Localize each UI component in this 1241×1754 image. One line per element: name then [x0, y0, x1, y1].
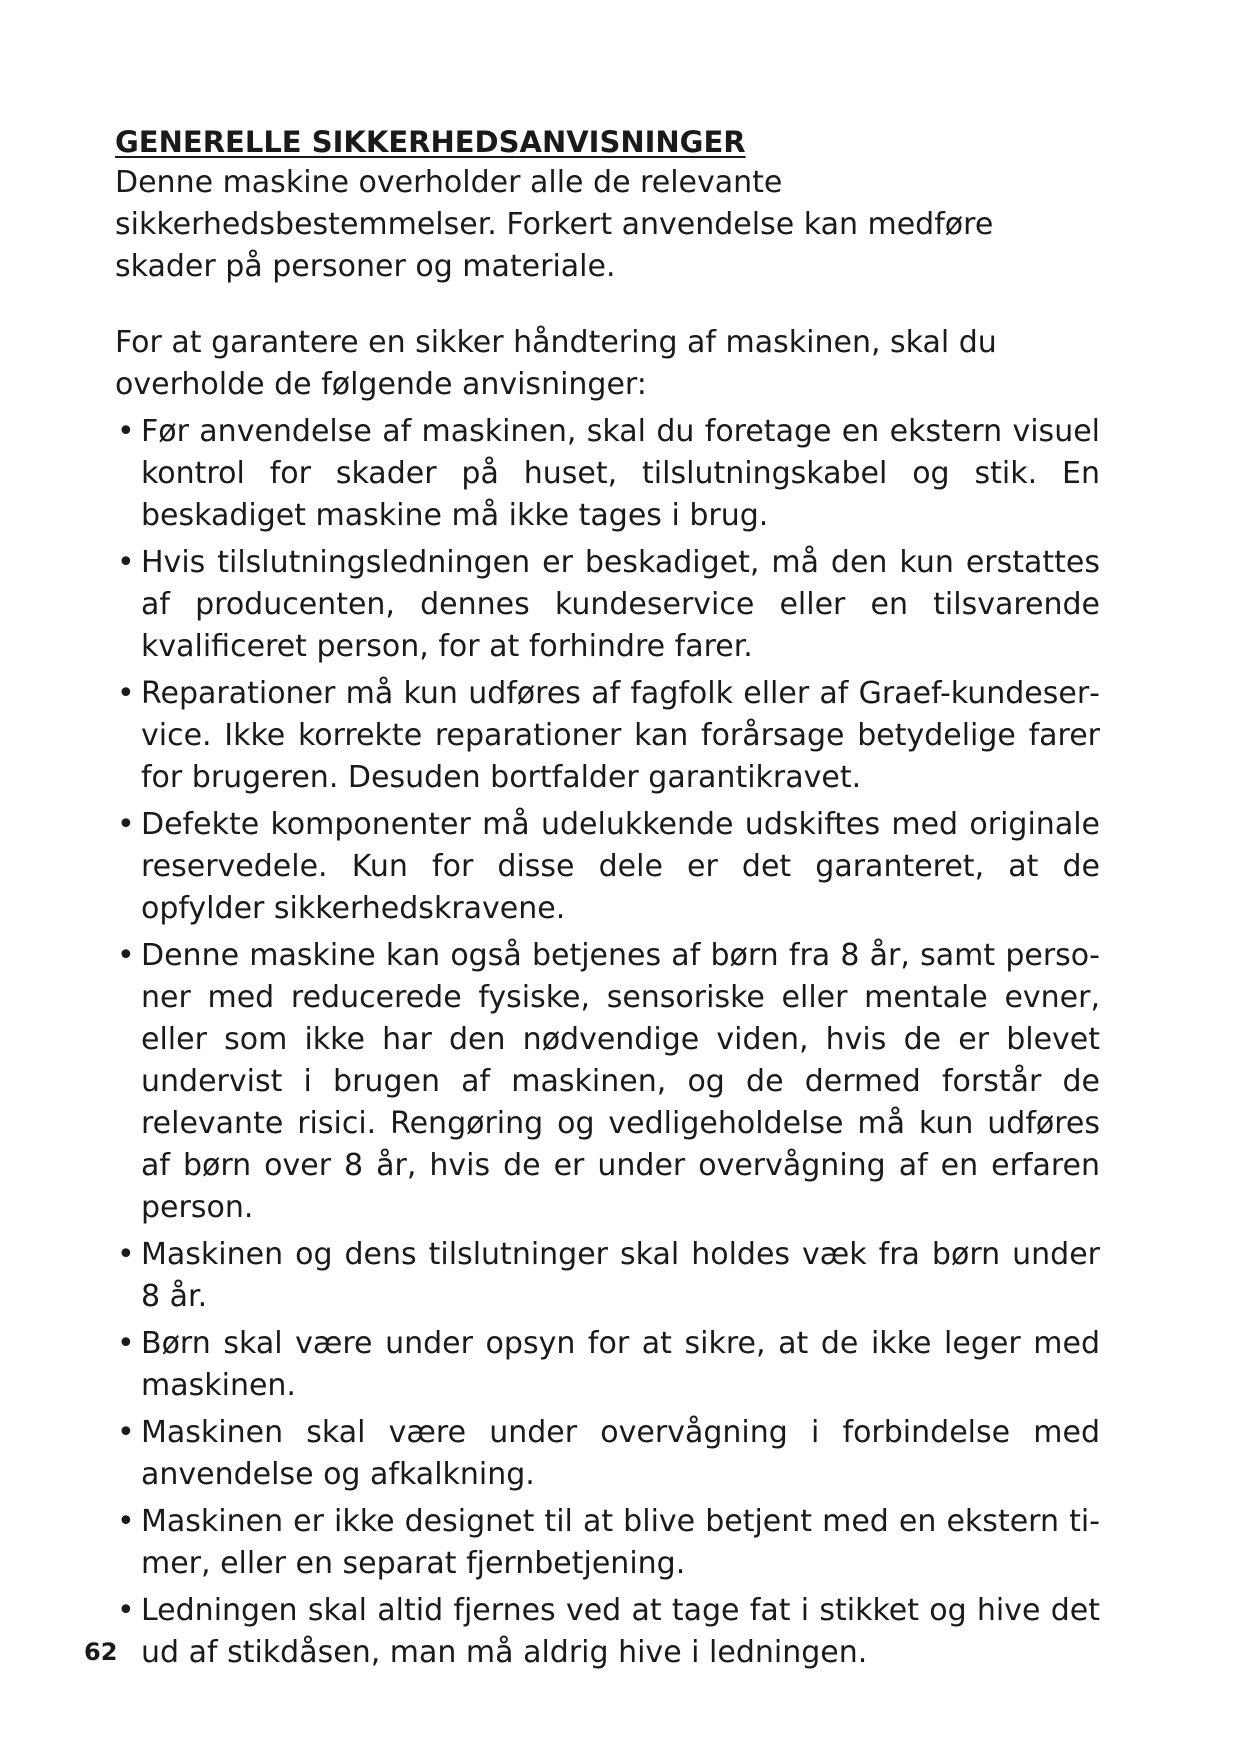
- list-item-text: Maskinen skal være under overvågning i forbindelse med anvendelse og afkalkning.: [141, 1415, 1100, 1492]
- list-item: [115, 1590, 1100, 1674]
- intro-paragraph: Denne maskine overholder alle de relevante sikkerhedsbestemmelser. Forkert anvendelse kan medføre skader på personer og materiale.: [115, 165, 994, 284]
- list-item-text: Før anvendelse af maskinen, skal du foretage en ekstern visuel kontrol for skader på huset, tilslutningskabel og stik. En beskadiget maskine må ikke tages i brug.: [141, 414, 1100, 533]
- page-number: 62: [84, 1638, 118, 1666]
- bullet-icon: •: [117, 1326, 135, 1361]
- list-item-text: Reparationer må kun udføres af fagfolk eller af Graef-kundeservice. Ikke korrekte reparationer kan forårsage betydelige farer for brugeren. Desuden bortfalder garantikravet.: [141, 676, 1100, 795]
- list-item-text: Hvis tilslutningsledningen er beskadiget, må den kun erstattes af producenten, dennes kundeservice eller en tilsvarende kvalificeret person, for at forhindre farer.: [141, 545, 1100, 664]
- bullet-icon: •: [117, 807, 135, 842]
- list-item-text: Maskinen og dens tilslutninger skal holdes væk fra børn under 8 år.: [141, 1237, 1100, 1314]
- safety-instructions-list: [115, 411, 1100, 1674]
- list-item-text: Defekte komponenter må udelukkende udskiftes med originale reservedele. Kun for disse dele er det garanteret, at de opfylder sikkerhedskravene.: [141, 807, 1100, 926]
- bullet-icon: •: [117, 1504, 135, 1539]
- list-item: [115, 1323, 1100, 1407]
- section-heading: GENERELLE SIKKERHEDSANVISNINGER: [115, 125, 746, 159]
- content-block: [115, 122, 1100, 1674]
- list-item: [115, 1412, 1100, 1496]
- bullet-icon: •: [117, 1593, 135, 1628]
- bullet-icon: •: [117, 545, 135, 580]
- list-item-text: Denne maskine kan også betjenes af børn fra 8 år, samt personer med reducerede fysiske, sensoriske eller mentale evner, eller som ikke har den nødvendige viden, hvis de er blevet undervist i brugen af maskinen, og de dermed forstår de relevante risici. Rengøring og vedligeholdelse må kun udføres af børn over 8 år, hvis de er under overvågning af en erfaren person.: [141, 938, 1100, 1225]
- bullet-icon: •: [117, 414, 135, 449]
- list-item: [115, 1234, 1100, 1318]
- bullet-icon: •: [117, 938, 135, 973]
- list-item: [115, 804, 1100, 930]
- list-item-text: Ledningen skal altid fjernes ved at tage fat i stikket og hive det ud af stikdåsen, man må aldrig hive i ledningen.: [141, 1593, 1100, 1670]
- instructions-intro: For at garantere en sikker håndtering af maskinen, skal du overholde de følgende anvisninger:: [115, 325, 997, 402]
- bullet-icon: •: [117, 1415, 135, 1450]
- bullet-icon: •: [117, 1237, 135, 1272]
- list-item-text: Maskinen er ikke designet til at blive betjent med en ekstern timer, eller en separat fjernbetjening.: [141, 1504, 1100, 1581]
- list-item: [115, 411, 1100, 537]
- list-item: [115, 542, 1100, 668]
- list-item: [115, 935, 1100, 1229]
- list-item: [115, 673, 1100, 799]
- bullet-icon: •: [117, 676, 135, 711]
- list-item-text: Børn skal være under opsyn for at sikre, at de ikke leger med maskinen.: [141, 1326, 1100, 1403]
- list-item: [115, 1501, 1100, 1585]
